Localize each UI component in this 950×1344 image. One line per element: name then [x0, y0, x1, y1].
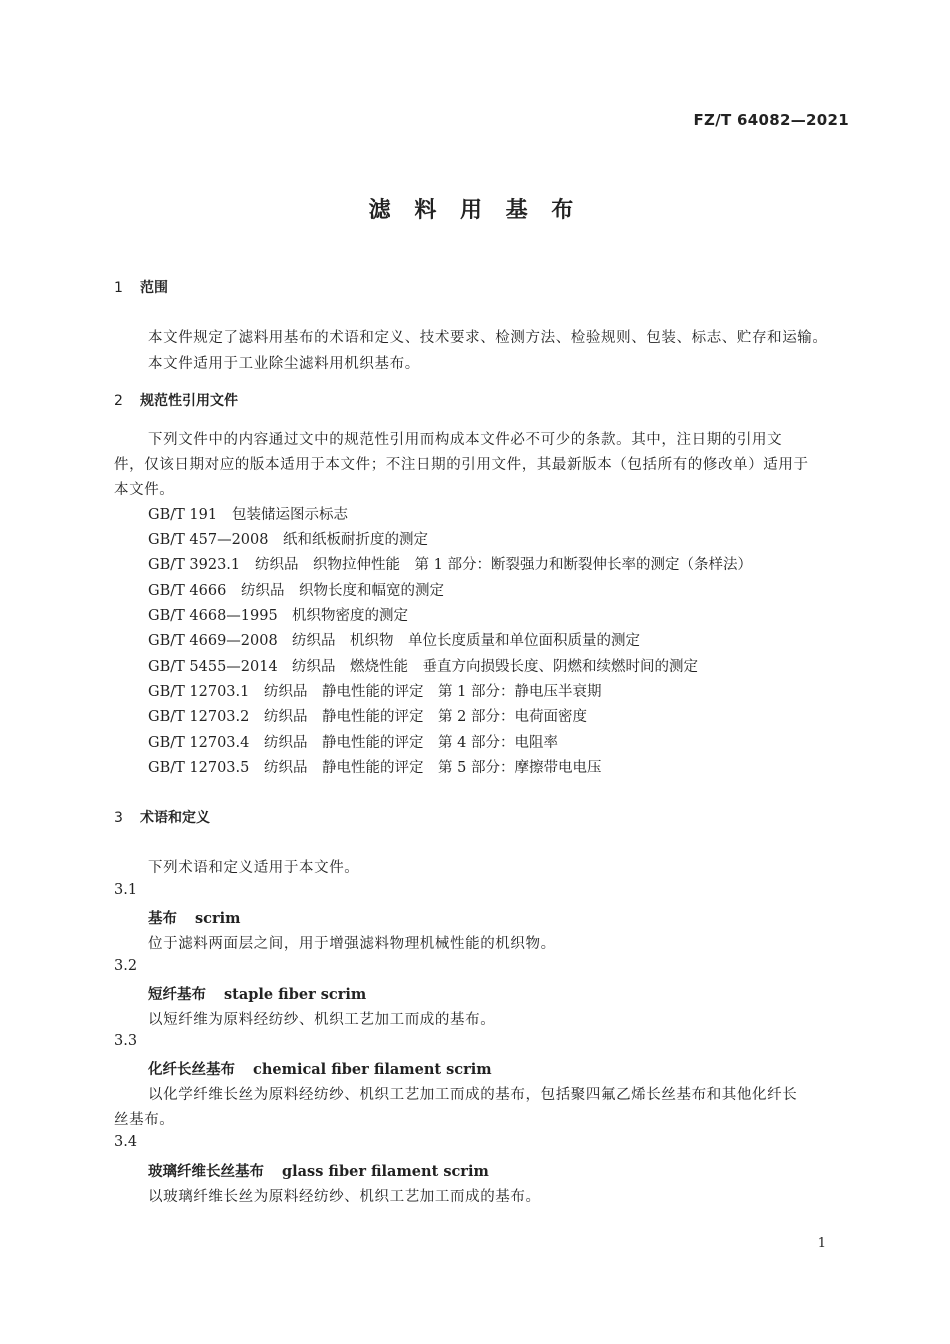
section-title: 术语和定义 — [140, 810, 210, 826]
page-title: 滤 料 用 基 布 — [368, 198, 582, 223]
term-zh: 化纤长丝基布 — [148, 1062, 235, 1078]
reference-item — [148, 528, 428, 549]
term-entry — [148, 983, 366, 1004]
reference-code: GB/T 5455—2014 — [148, 659, 278, 675]
section-title: 范围 — [140, 280, 168, 296]
paragraph-line: 本文件。 — [114, 482, 175, 498]
reference-code: GB/T 4668—1995 — [148, 608, 278, 624]
reference-code: GB/T 4666 — [148, 583, 227, 599]
reference-title: 纺织品 静电性能的评定 第 4 部分：电阻率 — [264, 735, 558, 751]
term-zh: 短纤基布 — [148, 987, 206, 1003]
term-entry — [148, 1058, 492, 1079]
term-en: chemical fiber filament scrim — [253, 1061, 492, 1078]
reference-title: 机织物密度的测定 — [292, 608, 408, 624]
term-en: staple fiber scrim — [224, 986, 367, 1003]
term-number: 3.4 — [114, 1134, 138, 1150]
term-definition: 以化学纤维长丝为原料经纺纱、机织工艺加工而成的基布，包括聚四氟乙烯长丝基布和其他化纤长 — [148, 1087, 798, 1103]
reference-code: GB/T 12703.5 — [148, 760, 250, 776]
section-number: 3 — [114, 810, 123, 826]
reference-item — [148, 705, 587, 726]
term-zh: 基布 — [148, 911, 177, 927]
reference-code: GB/T 3923.1 — [148, 557, 241, 573]
section-heading-terms-definitions — [114, 807, 210, 827]
reference-title: 纺织品 静电性能的评定 第 5 部分：摩擦带电电压 — [264, 760, 602, 776]
term-definition-continued: 丝基布。 — [114, 1112, 175, 1128]
paragraph-line: 下列文件中的内容通过文中的规范性引用而构成本文件必不可少的条款。其中，注日期的引用文 — [148, 432, 783, 448]
term-definition: 以玻璃纤维长丝为原料经纺纱、机织工艺加工而成的基布。 — [148, 1189, 541, 1205]
term-number: 3.3 — [114, 1033, 138, 1049]
section-heading-normative-references — [114, 390, 238, 410]
term-en: scrim — [195, 910, 241, 927]
term-definition: 位于滤料两面层之间，用于增强滤料物理机械性能的机织物。 — [148, 936, 556, 952]
reference-code: GB/T 12703.4 — [148, 735, 250, 751]
reference-item — [148, 553, 752, 574]
section-title: 规范性引用文件 — [140, 393, 238, 409]
reference-code: GB/T 457—2008 — [148, 532, 269, 548]
reference-title: 纺织品 织物长度和幅宽的测定 — [241, 583, 444, 599]
section-number: 1 — [114, 280, 123, 296]
paragraph: 本文件适用于工业除尘滤料用机织基布。 — [148, 356, 420, 372]
reference-item — [148, 503, 348, 524]
page-number: 1 — [817, 1236, 826, 1251]
reference-title: 纺织品 织物拉伸性能 第 1 部分：断裂强力和断裂伸长率的测定（条样法） — [255, 557, 752, 573]
term-zh: 玻璃纤维长丝基布 — [148, 1164, 264, 1180]
reference-title: 纺织品 燃烧性能 垂直方向损毁长度、阴燃和续燃时间的测定 — [292, 659, 698, 675]
term-entry — [148, 907, 240, 928]
section-number: 2 — [114, 393, 123, 409]
reference-title: 纸和纸板耐折度的测定 — [283, 532, 428, 548]
reference-item — [148, 629, 640, 650]
reference-item — [148, 731, 558, 752]
reference-title: 纺织品 机织物 单位长度质量和单位面积质量的测定 — [292, 633, 640, 649]
reference-item — [148, 756, 601, 777]
reference-title: 包装储运图示标志 — [232, 507, 348, 523]
term-definition: 以短纤维为原料经纺纱、机织工艺加工而成的基布。 — [148, 1012, 496, 1028]
reference-title: 纺织品 静电性能的评定 第 1 部分：静电压半衰期 — [264, 684, 602, 700]
reference-code: GB/T 12703.1 — [148, 684, 250, 700]
reference-item — [148, 579, 444, 600]
reference-item — [148, 655, 698, 676]
term-number: 3.2 — [114, 958, 138, 974]
paragraph: 本文件规定了滤料用基布的术语和定义、技术要求、检测方法、检验规则、包装、标志、贮存和运输。 — [148, 330, 828, 346]
reference-item — [148, 604, 408, 625]
reference-code: GB/T 4669—2008 — [148, 633, 278, 649]
section-heading-scope — [114, 277, 168, 297]
standard-code: FZ/T 64082—2021 — [693, 111, 849, 129]
term-entry — [148, 1160, 489, 1181]
paragraph: 下列术语和定义适用于本文件。 — [148, 860, 360, 876]
reference-code: GB/T 191 — [148, 507, 218, 523]
term-number: 3.1 — [114, 882, 138, 898]
term-en: glass fiber filament scrim — [282, 1163, 489, 1180]
paragraph-line: 件，仅该日期对应的版本适用于本文件；不注日期的引用文件，其最新版本（包括所有的修改单）适用于 — [114, 457, 809, 473]
reference-item — [148, 680, 601, 701]
reference-code: GB/T 12703.2 — [148, 709, 250, 725]
reference-title: 纺织品 静电性能的评定 第 2 部分：电荷面密度 — [264, 709, 587, 725]
